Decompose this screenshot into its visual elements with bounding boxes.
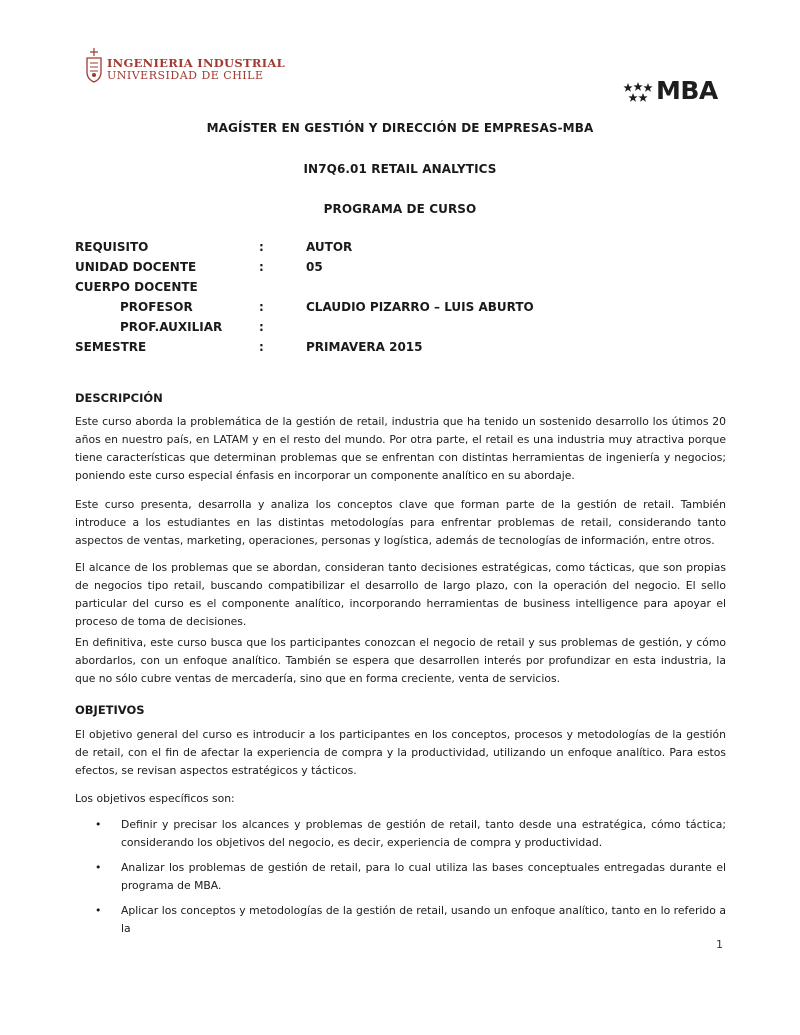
info-value: 05 — [306, 260, 323, 274]
info-label: REQUISITO — [75, 240, 149, 254]
university-logo — [84, 46, 285, 86]
list-item-text: Aplicar los conceptos y metodologías de la gestión de retail, usando un enfoque analítico, tanto en lo referido a la — [121, 904, 726, 935]
bullet-icon: • — [95, 861, 102, 874]
info-row-unidad — [75, 260, 725, 280]
list-item-text: Analizar los problemas de gestión de retail, para lo cual utiliza las bases conceptuales entregadas durante el programa de MBA. — [121, 861, 726, 892]
info-value: AUTOR — [306, 240, 353, 254]
bullet-icon: • — [95, 904, 102, 917]
info-colon: : — [259, 300, 264, 314]
logo-subtitle: UNIVERSIDAD DE CHILE — [107, 69, 264, 82]
list-item — [75, 902, 726, 938]
list-item-text: Definir y precisar los alcances y problemas de gestión de retail, tanto desde una estratégica, cómo táctica; considerando los objetivos del negocio, es decir, experiencia de compra y productividad. — [121, 818, 726, 849]
info-label: UNIDAD DOCENTE — [75, 260, 197, 274]
info-value: PRIMAVERA 2015 — [306, 340, 423, 354]
objetivos-heading: OBJETIVOS — [75, 703, 145, 717]
info-label: SEMESTRE — [75, 340, 147, 354]
info-row-requisito — [75, 240, 725, 260]
objetivo-general-paragraph: El objetivo general del curso es introducir a los participantes en los conceptos, procesos y metodologías de la gestión de retail, con el fin de afectar la experiencia de compra y la productividad, utilizando un enfoque analítico. Para estos efectos, se revisan aspectos estratégicos y tácticos. — [75, 728, 726, 777]
mba-logo-text: MBA — [656, 76, 718, 105]
bullet-icon: • — [95, 818, 102, 831]
page-number: 1 — [716, 938, 723, 951]
descripcion-paragraph: En definitiva, este curso busca que los participantes conozcan el negocio de retail y sus problemas de gestión, y cómo abordarlos, con un enfoque analítico. También se espera que desarrollen interés por profundizar en esta industria, la que no sólo cubre ventas de mercadería, sino que en forma creciente, venta de servicios. — [75, 636, 726, 685]
info-colon: : — [259, 240, 264, 254]
info-row-cuerpo — [75, 280, 725, 300]
list-item — [75, 859, 726, 895]
logo-title: INGENIERIA INDUSTRIAL — [107, 56, 285, 70]
stars-icon — [623, 82, 653, 104]
descripcion-heading: DESCRIPCIÓN — [75, 391, 163, 405]
program-title: MAGÍSTER EN GESTIÓN Y DIRECCIÓN DE EMPRESAS-MBA — [206, 121, 594, 135]
course-info — [75, 240, 725, 360]
info-label: PROFESOR — [120, 300, 193, 314]
university-crest-icon — [84, 46, 104, 84]
info-label: CUERPO DOCENTE — [75, 280, 198, 294]
info-colon: : — [259, 260, 264, 274]
info-label: PROF.AUXILIAR — [120, 320, 223, 334]
mba-logo — [623, 78, 733, 108]
objetivos-especificos-intro: Los objetivos específicos son: — [75, 792, 235, 805]
info-row-semestre — [75, 340, 725, 360]
info-colon: : — [259, 320, 264, 334]
list-item — [75, 816, 726, 852]
info-value: CLAUDIO PIZARRO – LUIS ABURTO — [306, 300, 534, 314]
info-row-profesor — [75, 300, 725, 320]
course-title: IN7Q6.01 RETAIL ANALYTICS — [303, 162, 497, 176]
descripcion-paragraph: Este curso aborda la problemática de la gestión de retail, industria que ha tenido un sostenido desarrollo los útimos 20 años en nuestro país, en LATAM y en el resto del mundo. Por otra parte, el retail es una industria muy atractiva porque tiene características que determinan problemas que se enfrentan con distintas herramientas de ingeniería y negocios; poniendo este curso especial énfasis en incorporar un componente analítico en su abordaje. — [75, 415, 726, 482]
descripcion-paragraph: El alcance de los problemas que se abordan, consideran tanto decisiones estratégicas, como tácticas, que son propias de negocios tipo retail, buscando compatibilizar el desarrollo de largo plazo, con la operación del negocio. El sello particular del curso es el componente analítico, incorporando herramientas de business intelligence para apoyar el proceso de toma de decisiones. — [75, 561, 726, 628]
objetivos-especificos-list — [75, 816, 726, 945]
info-colon: : — [259, 340, 264, 354]
document-type-title: PROGRAMA DE CURSO — [323, 202, 477, 216]
descripcion-paragraph: Este curso presenta, desarrolla y analiza los conceptos clave que forman parte de la gestión de retail. También introduce a los estudiantes en las distintas metodologías para enfrentar problemas de retail, considerando tanto aspectos de ventas, marketing, operaciones, personas y logística, además de tecnologías de información, entre otros. — [75, 498, 726, 547]
info-row-auxiliar — [75, 320, 725, 340]
